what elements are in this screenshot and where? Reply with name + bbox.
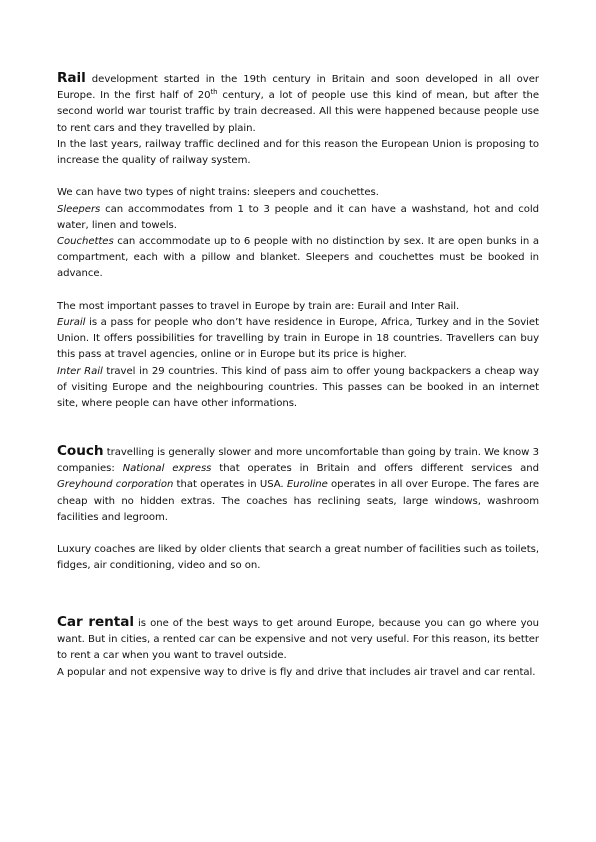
sleepers-text: can accommodates from 1 to 3 people and it can have a washstand, hot and cold water, linen and towels.: [57, 203, 539, 231]
paragraph-gap: [57, 169, 539, 185]
rail-intro-text-1: development started in the 19th century in Britain and soon developed in all over Europe. In the first half of 20: [57, 74, 539, 102]
inter-rail-paragraph: [57, 364, 539, 413]
couch-heading: Couch: [57, 443, 104, 459]
inter-rail-text: travel in 29 countries. This kind of pass aim to offer young backpackers a cheap way of visiting Europe and the neighbouring countries. This passes can be booked in an internet site, where people can have other informations.: [57, 365, 539, 410]
couchettes-paragraph: [57, 234, 539, 283]
sleepers-term: Sleepers: [57, 203, 101, 215]
eurail-text: is a pass for people who don’t have residence in Europe, Africa, Turkey and in the Soviet Union. It offers possibilities for travelling by train in Europe in 18 countries. Travellers can buy this pass at travel agencies, online or in Europe but its price is higher.: [57, 317, 539, 361]
rail-intro-text-2: century, a lot of people use this kind of mean, but after the second world war tourist traffic by train decreased. All this were happened because people use to rent cars and they travelled by plain.: [57, 90, 539, 134]
paragraph-gap: [57, 526, 539, 542]
eurail-term: Eurail: [57, 317, 86, 329]
paragraph-gap: [57, 283, 539, 299]
railway-decline-paragraph: In the last years, railway traffic declined and for this reason the European Union is proposing to increase the quality of railway system.: [57, 138, 539, 167]
national-express-term: National express: [122, 463, 212, 475]
couchettes-text: can accommodate up to 6 people with no distinction by sex. It are open bunks in a compartment, each with a pillow and blanket. Sleepers and couchettes must be booked in advance.: [57, 236, 539, 280]
couch-text-4: operates in all over Europe. The fares are cheap with no hidden extras. The coaches has reclining seats, large windows, washroom facilities and legroom.: [57, 479, 540, 523]
couch-intro-paragraph: [57, 443, 539, 526]
greyhound-term: Greyhound corporation: [57, 479, 174, 491]
passes-paragraph: The most important passes to travel in Europe by train are: Eurail and Inter Rail.: [57, 300, 460, 312]
inter-rail-term: Inter Rail: [57, 365, 103, 377]
couch-text-2: that operates in Britain and offers different services and: [211, 463, 540, 475]
car-rental-section: [57, 614, 539, 681]
luxury-coaches-paragraph: Luxury coaches are liked by older clients that search a great number of facilities such as toilets, fidges, air conditioning, video and so on.: [57, 544, 539, 572]
fly-and-drive-paragraph: A popular and not expensive way to drive is fly and drive that includes air travel and car rental.: [57, 666, 536, 678]
rail-intro-paragraph: [57, 70, 539, 137]
eurail-paragraph: [57, 315, 539, 364]
couchettes-term: Couchettes: [57, 236, 114, 248]
rail-heading: Rail: [57, 70, 86, 86]
couch-text-1: travelling is generally slower and more uncomfortable than going by train. We know 3 companies:: [57, 447, 539, 475]
rail-section: [57, 70, 539, 412]
couch-section: [57, 443, 539, 575]
euroline-term: Euroline: [286, 479, 328, 491]
night-trains-paragraph: We can have two types of night trains: sleepers and couchettes.: [57, 187, 379, 199]
couch-text-3: that operates in USA.: [173, 479, 287, 491]
car-rental-intro-paragraph: [57, 614, 539, 665]
ordinal-suffix: th: [210, 88, 218, 97]
car-rental-text: is one of the best ways to get around Europe, because you can go where you want. But in cities, a rented car can be expensive and not very useful. For this reason, its better to rent a car when you want to travel outside.: [57, 618, 539, 662]
sleepers-paragraph: [57, 202, 539, 234]
car-rental-heading: Car rental: [57, 614, 134, 630]
